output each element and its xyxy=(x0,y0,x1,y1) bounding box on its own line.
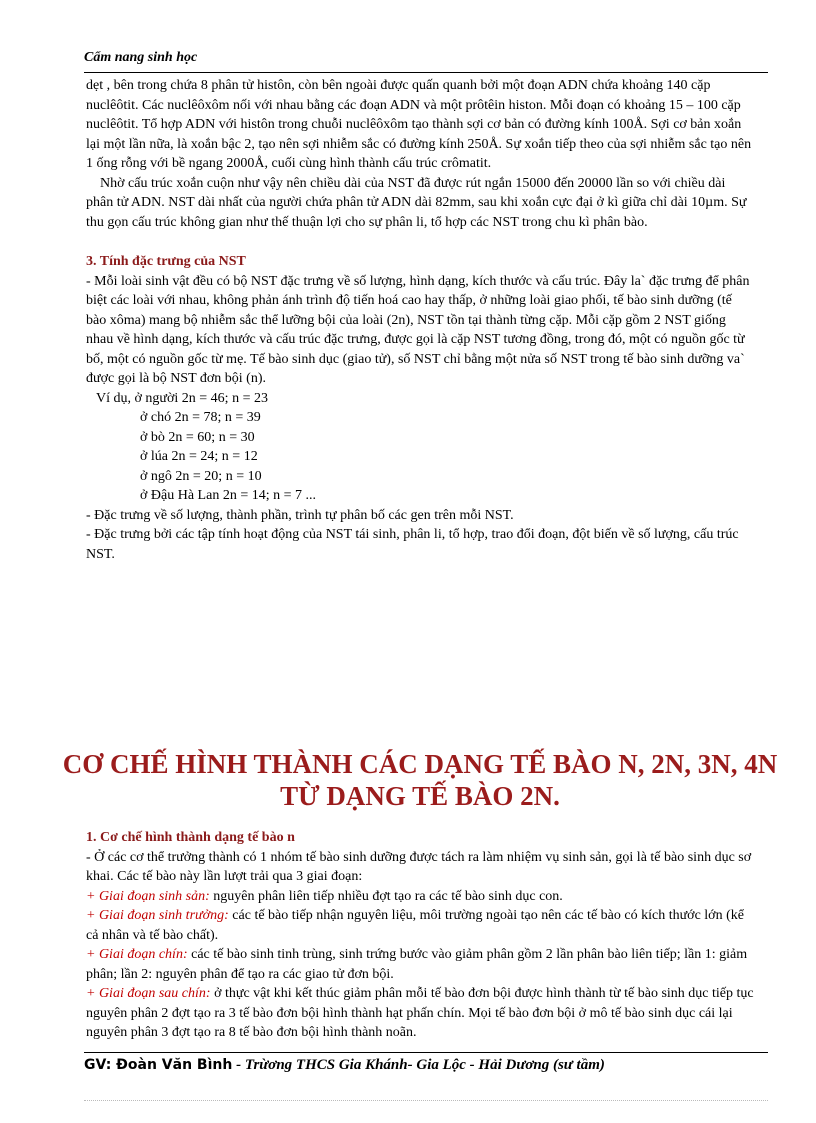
section-3-paragraph: - Mỗi loài sinh vật đều có bộ NST đặc trưng về số lượng, hình dạng, kích thước và cấu trúc. Đây la` đặc trưng để phân biệt các loài với nhau, không phản ánh trình độ tiến hoá cao hay thấp, ở những loài giao phối, tế bào sinh dưỡng (tế bào xôma) mang bộ nhiễm sắc thể lưỡng bội của loài (2n), NST tồn tại thành từng cặp. Mỗi cặp gồm 2 NST giống nhau về hình dạng, kích thước và cấu trúc đặc trưng, được gọi là cặp NST tương đồng, trong đó, một có nguồn gốc từ bố, một có nguồn gốc từ mẹ. Tế bào sinh dục (giao tử), số NST chỉ bằng một nửa số NST trong tế bào sinh dưỡng va` được gọi là bộ NST đơn bội (n). xyxy=(86,273,750,386)
stage-item xyxy=(86,887,754,907)
example-intro: Ví dụ, ở người 2n = 46; n = 23 xyxy=(96,390,268,406)
chapter-title xyxy=(60,748,780,812)
stage-label: + Giai đoạn sinh sản: xyxy=(86,888,210,904)
stage-label: + Giai đoạn chín: xyxy=(86,947,188,962)
paragraph-coiling: Nhờ cấu trúc xoắn cuộn như vậy nên chiều dài của NST đã được rút ngắn 15000 đến 20000 lần so với chiều dài phân tử ADN. NST dài nhất của người chứa phân tử ADN dài 82mm, sau khi xoắn cực đại ở kì giữa chỉ dài 10µm. Sự thu gọn cấu trúc không gian như thế thuận lợi cho sự phân li, tổ hợp các NST trong chu kì phân bào. xyxy=(86,175,747,230)
footer-author: GV: Đoàn Văn Bình xyxy=(84,1057,233,1073)
page-bottom-border xyxy=(84,1100,768,1101)
stage-text: ở thực vật khi kết thúc giảm phân mỗi tế bào đơn bội được hình thành từ tế bào sinh dục tiếp tục nguyên phân 2 đợt tạo ra 3 tế bào đơn bội hình thành hạt phấn chín. Mọi tế bào đơn bội ở mô tế bào sinh dục cái lại nguyên phân 3 đợt tạo ra 8 tế bào đơn bội hình thành noãn. xyxy=(86,986,754,1040)
section-1-heading: 1. Cơ chế hình thành dạng tế bào n xyxy=(86,830,295,845)
stage-label: + Giai đoạn sinh trưởng: xyxy=(86,908,229,923)
stage-item xyxy=(86,945,754,984)
section-3-heading: 3. Tính đặc trưng của NST xyxy=(86,254,246,269)
page-footer xyxy=(84,1057,605,1074)
section-3-point-2: - Đặc trưng về số lượng, thành phần, trình tự phân bố các gen trên mỗi NST. xyxy=(86,507,514,523)
stage-item xyxy=(86,906,754,945)
section-3-point-3: - Đặc trưng bởi các tập tính hoạt động của NST tái sinh, phân li, tổ hợp, trao đổi đoạn, đột biến về số lượng, cấu trúc NST. xyxy=(86,527,739,562)
stage-text: các tế bào sinh tinh trùng, sinh trứng bước vào giảm phân gồm 2 lần phân bào liên tiếp; lần 1: giảm phân; lần 2: nguyên phân để tạo ra các giao tử đơn bội. xyxy=(86,947,748,982)
stage-label: + Giai đoạn sau chín: xyxy=(86,986,211,1001)
chapter-title-line-1: CƠ CHẾ HÌNH THÀNH CÁC DẠNG TẾ BÀO N, 2N, 3N, 4N xyxy=(62,749,778,779)
stage-item xyxy=(86,984,754,1043)
section-1-intro: - Ở các cơ thể trưởng thành có 1 nhóm tế bào sinh dưỡng được tách ra làm nhiệm vụ sinh sản, gọi là tế bào sinh dục sơ khai. Các tế bào này lần lượt trải qua 3 giai đoạn: xyxy=(86,849,752,884)
footer-school: - Trừơng THCS Gia Khánh- Gia Lộc - Hải Dương (sư tầm) xyxy=(232,1057,605,1073)
section-1-content xyxy=(86,828,754,1043)
example-item: ở ngô 2n = 20; n = 10 xyxy=(140,468,262,484)
stage-text: nguyên phân liên tiếp nhiều đợt tạo ra các tế bào sinh dục con. xyxy=(209,888,563,904)
footer-divider xyxy=(84,1052,768,1053)
stage-text: các tế bào tiếp nhận nguyên liệu, môi trường ngoài tạo nên các tế bào có kích thước lớn (kể cả nhân và tế bào chất). xyxy=(86,908,744,943)
page-header-title: Cẩm nang sinh học xyxy=(84,50,198,65)
paragraph-nucleosome: dẹt , bên trong chứa 8 phân tử histôn, còn bên ngoài được quấn quanh bởi một đoạn ADN chứa khoảng 140 cặp nuclêôtit. Các nuclêôxôm nối với nhau bằng các đoạn ADN và một prôtêin histon. Mỗi đoạn có khoảng 15 – 100 cặp nuclêôtit. Tổ hợp ADN với histôn trong chuỗi nuclêôxôm tạo thành sợi cơ bản có đường kính 100Å. Sợi cơ bản xoắn lại một lần nữa, là xoắn bậc 2, tạo nên sợi nhiễm sắc có đường kính 250Å. Sự xoắn tiếp theo của sợi nhiễm sắc tạo nên 1 ống rỗng với bề ngang 2000Å, cuối cùng hình thành cấu trúc crômatit. xyxy=(86,78,752,171)
example-item: ở chó 2n = 78; n = 39 xyxy=(140,410,261,425)
example-item: ở bò 2n = 60; n = 30 xyxy=(140,429,255,445)
example-item: ở Đậu Hà Lan 2n = 14; n = 7 ... xyxy=(140,488,316,503)
example-item: ở lúa 2n = 24; n = 12 xyxy=(140,449,258,464)
top-content xyxy=(86,76,754,564)
header-divider xyxy=(84,72,768,73)
chapter-title-line-2: TỪ DẠNG TẾ BÀO 2N. xyxy=(280,781,560,811)
